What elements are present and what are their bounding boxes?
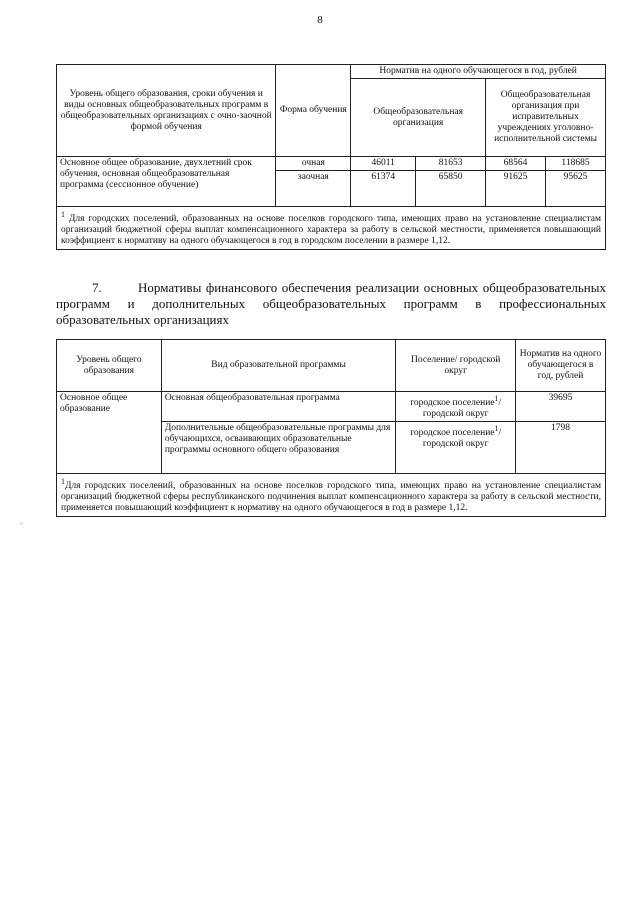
header-norm-group: Норматив на одного обучающегося в год, рублей <box>351 65 606 79</box>
cell-form-full-time: очная <box>276 157 351 171</box>
footnote-mark: 1 <box>61 477 65 487</box>
cell-value: 118685 <box>546 157 606 171</box>
header-penitentiary-organization: Общеобразовательная организация при исправительных учреждениях уголовно-исполнительной системы <box>486 79 606 157</box>
cell-settlement: городское поселение$^1$/ городской округ <box>396 422 516 474</box>
cell-settlement: городское поселение$^1$/ городской округ <box>396 392 516 422</box>
header-norm: Норматив на одного обучающегося в год, рублей <box>516 340 606 392</box>
footnote-text: Для городских поселений, образованных на основе поселков городского типа, имеющих право на установление специалистам организаций бюджетной сферы республиканского подчинения выплат компенсационного характера за работу в сельской местности, применяется повышающий коэффициент к нормативу на одного обучающегося в год в размере 1,12. <box>61 481 601 514</box>
cell-value: 68564 <box>486 157 546 171</box>
funding-table-vocational <box>56 339 606 517</box>
cell-value: 61374 <box>351 171 416 207</box>
header-settlement: Поселение/ городской округ <box>396 340 516 392</box>
footnote-mark: 1 <box>61 210 65 219</box>
cell-level-basic: Основное общее образование <box>57 392 162 474</box>
header-general-organization: Общеобразовательная организация <box>351 79 486 157</box>
cell-value: 1798 <box>516 422 606 474</box>
footnote-text: Для городских поселений, образованных на основе поселков городского типа, имеющих право на установление специалистам организаций бюджетной сферы выплат компенсационного характера за работу в сельской местности, применяется повышающий коэффициент к нормативу на одного обучающегося в год в городском поселении в размере 1,12. <box>61 214 602 247</box>
section-number: 7. <box>92 280 102 295</box>
header-study-form: Форма обучения <box>276 65 351 157</box>
cell-program: Основная общеобразовательная программа <box>161 392 395 422</box>
footnote-table1 <box>57 207 606 250</box>
cell-value: 91625 <box>486 171 546 207</box>
funding-table-evening-schools <box>56 64 606 250</box>
header-education-level: Уровень общего образования, сроки обучения и виды основных общеобразовательных программ в общеобразовательных организациях с очно-заочной формой обучения <box>57 65 276 157</box>
cell-value: 95625 <box>546 171 606 207</box>
cell-program: Дополнительные общеобразовательные программы для обучающихся, осваивающих образовательные программы основного общего образования <box>161 422 395 474</box>
cell-form-correspondence: заочная <box>276 171 351 207</box>
margin-mark: - <box>20 519 23 528</box>
header-program-type: Вид образовательной программы <box>161 340 395 392</box>
cell-value: 81653 <box>416 157 486 171</box>
cell-value: 39695 <box>516 392 606 422</box>
cell-value: 46011 <box>351 157 416 171</box>
page-number: 8 <box>317 14 323 26</box>
footnote-table2 <box>57 474 606 517</box>
cell-value: 65850 <box>416 171 486 207</box>
section-7-heading <box>56 280 606 328</box>
row-label-basic-education: Основное общее образование, двухлетний срок обучения, основная общеобразовательная программа (сессионное обучение) <box>57 157 276 207</box>
section-title: Нормативы финансового обеспечения реализации основных общеобразовательных программ и дополнительных общеобразовательных программ в профессиональных образовательных организациях <box>56 280 606 327</box>
header-education-level: Уровень общего образования <box>57 340 162 392</box>
